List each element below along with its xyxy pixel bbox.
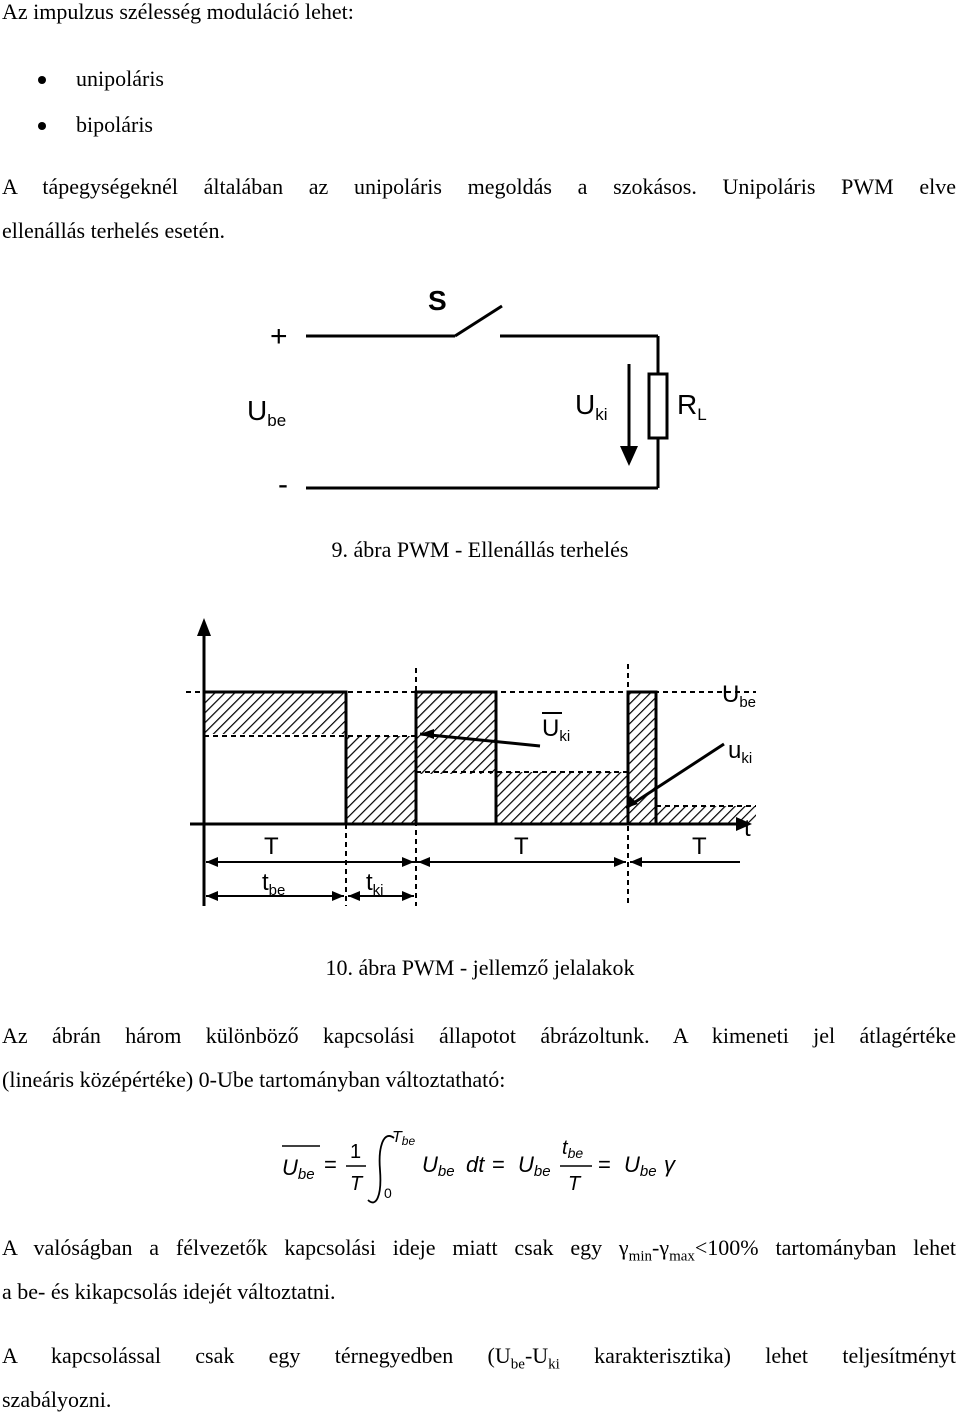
- figure-9-caption: 9. ábra PWM - Ellenállás terhelés: [331, 537, 629, 562]
- paragraph-2-line-2: (lineáris középértéke) 0-Ube tartományban változtatható:: [2, 1067, 506, 1092]
- bullet-icon: [38, 76, 46, 84]
- period-label: T: [692, 833, 707, 860]
- paragraph-2-line-1: Az ábrán három különböző kapcsolási állapotot ábrázoltunk. A kimeneti jel átlagértéke: [2, 1023, 956, 1048]
- paragraph-4-line-2: szabályozni.: [2, 1387, 112, 1412]
- svg-text:γ: γ: [664, 1152, 675, 1177]
- svg-text:Ube: Ube: [624, 1152, 657, 1180]
- svg-text:tbe: $t_{be}$: [562, 1137, 584, 1161]
- list-item: bipoláris: [0, 102, 164, 148]
- ube-level-label: $U_{be}$: [722, 681, 757, 711]
- paragraph-1-line-2: ellenállás terhelés esetén.: [2, 218, 225, 243]
- tbe-label: $t_{be}$: [262, 869, 286, 899]
- bullet-icon: [38, 122, 46, 130]
- tki-label: $t_{ki}$: [366, 869, 384, 899]
- svg-text:=: =: [324, 1152, 337, 1177]
- minus-label: -: [278, 468, 288, 501]
- time-axis-label: t: [744, 815, 751, 842]
- bullet-list: [0, 56, 164, 148]
- figure-9-circuit: [0, 270, 960, 510]
- average-voltage-equation: [270, 1124, 700, 1214]
- ube-label: $U_{be}$: [247, 395, 287, 430]
- waveform-pulses: [204, 692, 756, 824]
- svg-text:T: T: [568, 1173, 581, 1195]
- switch-label: S: [428, 285, 447, 316]
- svg-text:dt: dt: [466, 1152, 485, 1177]
- svg-text:1: 1: [350, 1141, 362, 1163]
- paragraph-3-line-1: A valóságban a félvezetők kapcsolási ideje miatt csak egy $\gamma_{min}-\gamma_{max}<100\%$ tartományban lehet: [2, 1235, 956, 1265]
- svg-text:=: =: [598, 1152, 611, 1177]
- intro-text: Az impulzus szélesség moduláció lehet:: [2, 0, 354, 24]
- svg-text:Tbe: Tbe: [392, 1129, 416, 1148]
- svg-text:T: T: [350, 1173, 363, 1195]
- list-item: unipoláris: [0, 56, 164, 102]
- period-label: T: [514, 833, 529, 860]
- uki-average-label: $U_{ki}$: [542, 715, 571, 745]
- svg-text:=: =: [492, 1152, 505, 1177]
- svg-text:Ube: Ube: [518, 1152, 551, 1180]
- figure-10-caption: 10. ábra PWM - jellemző jelalakok: [325, 955, 635, 980]
- paragraph-4-line-1: A kapcsolással csak egy térnegyedben ($U_{be}-U_{ki}$ karakterisztika) lehet teljesítményt: [2, 1343, 956, 1373]
- plus-label: +: [270, 320, 288, 353]
- figure-10-waveforms: [0, 610, 960, 910]
- period-label: T: [264, 833, 279, 860]
- svg-text:0: 0: [384, 1185, 392, 1201]
- paragraph-1-line-1: A tápegységeknél általában az unipoláris megoldás a szokásos. Unipoláris PWM elve: [2, 174, 956, 199]
- rl-label: $R_L$: [677, 389, 707, 424]
- svg-text:Ube: Ube: [422, 1152, 455, 1180]
- uki-instant-label: $u_{ki}$: [728, 737, 753, 767]
- uki-label: $U_{ki}$: [575, 389, 608, 424]
- svg-text:Ube: Ube: [282, 1155, 315, 1183]
- paragraph-3-line-2: a be- és kikapcsolás idejét változtatni.: [2, 1279, 336, 1304]
